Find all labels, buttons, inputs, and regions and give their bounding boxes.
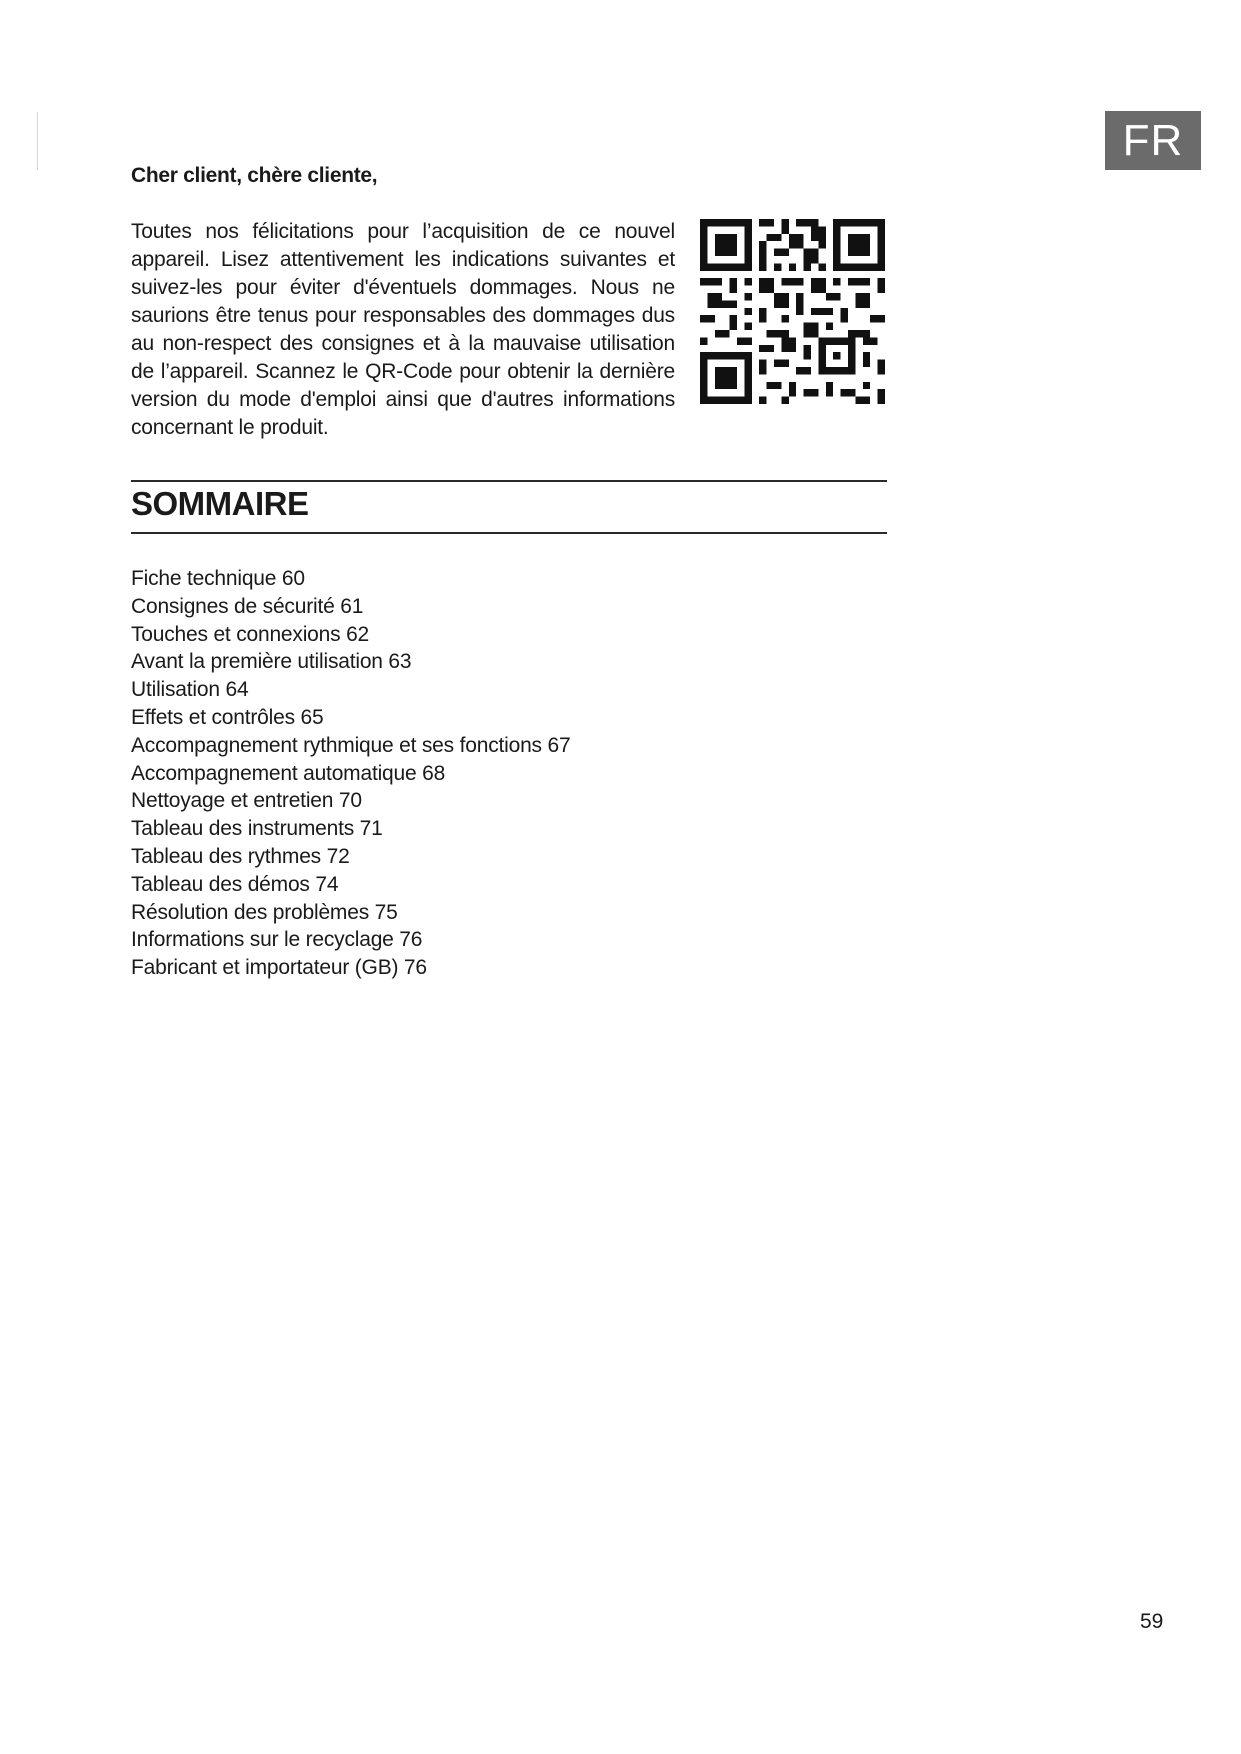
intro-line: Nous ne saurions être tenus pour responsables des [131, 276, 675, 327]
toc-item[interactable]: Informations sur le recyclage 76 [131, 928, 423, 952]
section-rule-bottom [131, 532, 887, 534]
toc-item[interactable]: Fiche technique 60 [131, 567, 305, 590]
toc-item[interactable]: Avant la première utilisation 63 [131, 650, 412, 674]
margin-mark [37, 112, 38, 170]
qr-code-pattern [700, 219, 885, 404]
intro-line: et suivez-les pour éviter d'éventuels dommages. [131, 248, 675, 299]
toc-item[interactable]: Tableau des instruments 71 [131, 817, 383, 841]
toc-item[interactable]: Accompagnement automatique 68 [131, 761, 446, 785]
intro-line: Toutes nos félicitations pour l’acquisition de ce nouvel [131, 220, 675, 243]
intro-line: appareil. Lisez attentivement les indications suivantes [131, 248, 647, 271]
toc-item[interactable]: Effets et contrôles 65 [131, 705, 324, 729]
intro-line: dommages dus au non-respect des consignes et à la [131, 304, 675, 355]
toc-item[interactable]: Accompagnement rythmique et ses fonctions 67 [131, 733, 571, 757]
intro-line: pour obtenir la dernière version du mode d'emploi ainsi [131, 360, 675, 411]
table-of-contents [131, 565, 570, 982]
intro-paragraph [131, 218, 675, 442]
toc-item[interactable]: Nettoyage et entretien 70 [131, 789, 362, 813]
section-title: SOMMAIRE [131, 485, 309, 522]
section-rule-top [131, 480, 887, 482]
language-tab: FR [1105, 111, 1201, 170]
intro-line: mauvaise utilisation de l’appareil. Scannez le QR-Code [131, 332, 676, 383]
greeting: Cher client, chère cliente, [131, 164, 378, 187]
intro-line: que d'autres informations concernant le produit. [131, 388, 675, 439]
page-number: 59 [1140, 1610, 1164, 1633]
toc-item[interactable]: Utilisation 64 [131, 678, 249, 702]
toc-item[interactable]: Touches et connexions 62 [131, 622, 370, 646]
toc-item[interactable]: Tableau des démos 74 [131, 872, 339, 896]
toc-item[interactable]: Fabricant et importateur (GB) 76 [131, 956, 427, 980]
qr-code[interactable] [700, 219, 885, 404]
toc-item[interactable]: Résolution des problèmes 75 [131, 900, 398, 924]
toc-item[interactable]: Tableau des rythmes 72 [131, 844, 350, 868]
toc-item[interactable]: Consignes de sécurité 61 [131, 594, 364, 618]
